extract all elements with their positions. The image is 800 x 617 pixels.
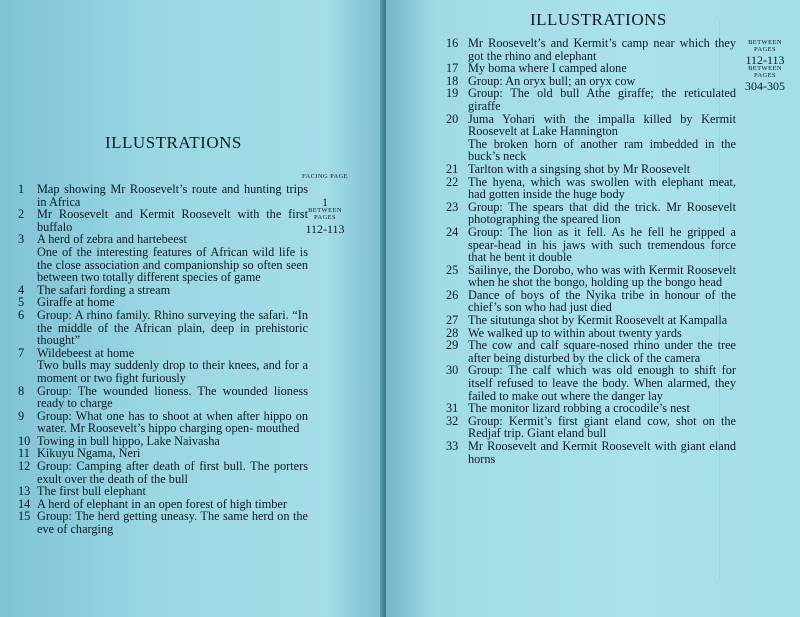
between-pages-label-16: BETWEEN PAGES: [748, 39, 782, 53]
item-number: 10: [18, 433, 31, 448]
item-title: Tarlton with a singsing shot by Mr Roosevelt: [468, 161, 691, 176]
page-ref-2: 112-113: [305, 222, 345, 236]
item-title: Group: A rhino family. Rhino surveying the safari. “In the middle of the African plain, deep in prehistoric thought”: [37, 307, 308, 348]
list-item: [446, 201, 736, 226]
item-number: 23: [446, 199, 459, 214]
item-number: 1: [18, 182, 25, 196]
item-title: Kikuyu Ngama, Neri: [37, 446, 141, 461]
item-number: 8: [18, 383, 25, 398]
item-title: Group: The lion as it fell. As he fell he gripped a spear-head in his jaws with such tremendous force that he bent it double: [468, 224, 736, 265]
list-item: [446, 314, 736, 327]
left-page: [0, 0, 383, 617]
item-number: 4: [18, 282, 25, 297]
list-item: [446, 37, 736, 62]
item-title: Mr Roosevelt and Kermit Roosevelt with the first buffalo: [37, 207, 308, 234]
item-number: 11: [18, 446, 30, 461]
item-number: 33: [446, 439, 459, 453]
facing-page-label: FACING PAGE: [301, 173, 349, 180]
item-title: Group: The old bull Athe giraffe; the reticulated giraffe: [468, 86, 736, 113]
list-item: [18, 309, 308, 347]
item-number: 9: [18, 408, 25, 423]
item-number: 28: [446, 325, 459, 340]
item-number: 30: [446, 363, 459, 378]
item-number: 24: [446, 224, 459, 239]
item-number: 13: [18, 484, 31, 499]
list-item: [18, 233, 308, 283]
list-item: [18, 485, 308, 498]
item-number: 19: [446, 86, 459, 101]
item-title: The first bull elephant: [37, 484, 146, 499]
list-item: [18, 410, 308, 435]
item-title: Group: The calf which was old enough to shift for itself refused to leave the body. When alarmed, they failed to make out where the danger lay: [468, 363, 736, 403]
list-item: [446, 87, 736, 112]
item-caption: Two bulls may suddenly drop to their knees, and for a moment or two fight furiously: [37, 358, 308, 385]
item-caption: The broken horn of another ram imbedded in the buck’s neck: [468, 136, 736, 164]
list-item: [18, 347, 308, 385]
item-title: Group: The wounded lioness. The wounded lioness ready to charge: [37, 383, 308, 411]
item-number: 26: [446, 287, 459, 302]
item-title: The safari fording a stream: [37, 282, 171, 297]
item-title: We walked up to within about twenty yards: [468, 325, 682, 340]
item-number: 18: [446, 73, 459, 88]
list-item: [446, 402, 736, 415]
item-number: 15: [18, 509, 31, 524]
item-title: Group: Kermit’s first giant eland cow, shot on the Redjaf trip. Giant eland bull: [468, 413, 736, 441]
page-heading-right: ILLUSTRATIONS: [530, 10, 667, 29]
page-ref-18: 304-305: [745, 79, 785, 93]
list-item: [446, 62, 736, 75]
item-title: Group: An oryx bull; an oryx cow: [468, 73, 636, 88]
item-number: 22: [446, 174, 459, 189]
page-ref-1: 1: [322, 195, 328, 209]
item-title: The situtunga shot by Kermit Roosevelt at Kampalla: [468, 313, 728, 328]
item-title: Group: Camping after death of first bull. The porters exult over the death of the bull: [37, 459, 308, 486]
item-number: 2: [18, 207, 25, 222]
item-number: 21: [446, 161, 459, 176]
item-title: Towing in bull hippo, Lake Naivasha: [37, 433, 220, 448]
item-title: Wildebeest at home: [37, 345, 135, 360]
item-number: 20: [446, 111, 459, 126]
item-title: A herd of zebra and hartebeest: [37, 232, 187, 247]
item-caption: One of the interesting features of African wild life is the close association and companionship so often seen between two totally different species of game: [37, 244, 308, 285]
between-pages-label-2: BETWEEN PAGES: [308, 207, 342, 221]
item-number: 32: [446, 413, 459, 428]
list-item: [446, 163, 736, 176]
list-item: [446, 339, 736, 364]
item-number: 7: [18, 345, 25, 360]
item-number: 3: [18, 232, 25, 247]
between-pages-label-18: BETWEEN PAGES: [748, 65, 782, 79]
page-heading-left: ILLUSTRATIONS: [105, 133, 242, 152]
item-title: Dance of boys of the Nyika tribe in honour of the chief’s son who had just died: [468, 287, 736, 315]
item-number: 17: [446, 61, 459, 76]
item-title: Sailinye, the Dorobo, who was with Kermit Roosevelt when he shot the bongo, holding up the bongo head: [468, 262, 736, 290]
list-item: [446, 226, 736, 264]
item-title: Group: The spears that did the trick. Mr Roosevelt photographing the speared lion: [468, 199, 736, 227]
item-number: 5: [18, 295, 25, 310]
list-item: [446, 364, 736, 402]
item-title: The monitor lizard robbing a crocodile’s nest: [468, 401, 690, 416]
list-item: [446, 176, 736, 201]
item-title: My boma where I camped alone: [468, 61, 627, 76]
list-item: [18, 183, 308, 208]
illustration-list-right: [446, 37, 736, 465]
item-number: 31: [446, 401, 459, 416]
list-item: [18, 208, 308, 233]
item-title: Group: What one has to shoot at when after hippo on water. Mr Roosevelt’s hippo charging open- mouthed: [37, 408, 308, 436]
list-item: [18, 385, 308, 410]
item-title: Mr Roosevelt and Kermit Roosevelt with giant eland horns: [468, 439, 736, 466]
list-item: [446, 415, 736, 440]
list-item: [446, 440, 736, 465]
item-title: Mr Roosevelt’s and Kermit’s camp near which they got the rhino and elephant: [468, 36, 736, 63]
page-ref-16: 112-113: [745, 53, 785, 67]
list-item: [18, 460, 308, 485]
item-title: The hyena, which was swollen with elephant meat, had gotten inside the huge body: [468, 174, 736, 202]
list-item: [446, 264, 736, 289]
item-title: Giraffe at home: [37, 295, 115, 310]
item-title: Juma Yohari with the impalla killed by Kermit Roosevelt at Lake Hannington: [468, 111, 736, 139]
item-number: 25: [446, 262, 459, 277]
list-item: [18, 510, 308, 535]
list-item: [446, 289, 736, 314]
illustration-list-left: [18, 183, 308, 536]
item-number: 27: [446, 313, 459, 328]
item-title: Group: The herd getting uneasy. The same herd on the eve of charging: [37, 509, 308, 537]
item-number: 16: [446, 36, 459, 50]
item-number: 29: [446, 338, 459, 353]
item-number: 14: [18, 496, 31, 511]
list-item: [446, 113, 736, 163]
item-title: The cow and calf square-nosed rhino under the tree after being disturbed by the click of the camera: [468, 338, 736, 365]
item-number: 12: [18, 459, 31, 474]
item-title: Map showing Mr Roosevelt’s route and hunting trips in Africa: [37, 182, 308, 209]
item-title: A herd of elephant in an open forest of high timber: [37, 496, 287, 511]
item-number: 6: [18, 307, 25, 322]
